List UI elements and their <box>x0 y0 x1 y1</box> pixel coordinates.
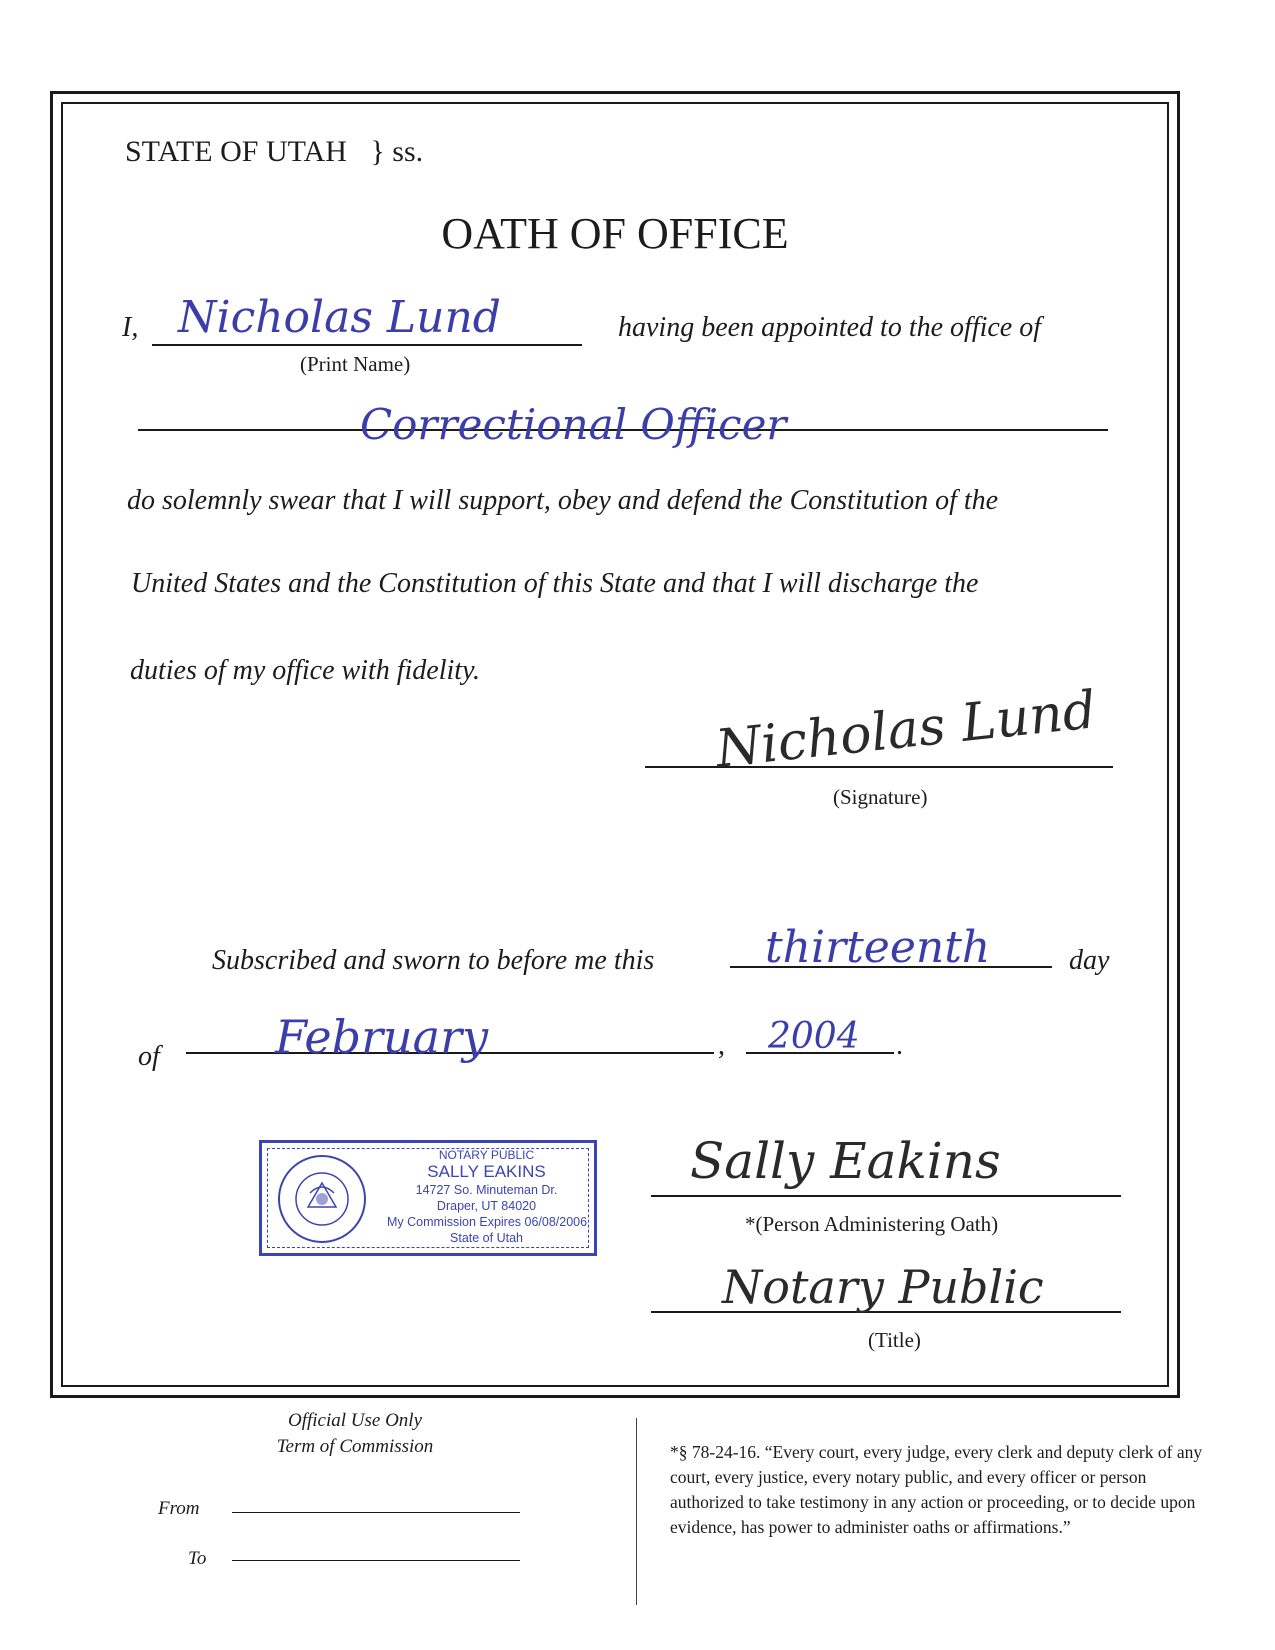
from-label: From <box>158 1498 200 1519</box>
state-heading <box>125 135 423 169</box>
footer-divider <box>636 1418 637 1605</box>
comma: , <box>718 1030 725 1061</box>
print-name-label: (Print Name) <box>300 352 411 376</box>
signature-line <box>645 766 1113 768</box>
stamp-line-2: SALLY EAKINS <box>427 1162 546 1181</box>
office-value: Correctional Officer <box>360 400 787 449</box>
year-value: 2004 <box>768 1016 860 1057</box>
signature-label: (Signature) <box>833 785 928 809</box>
administrator-label: *(Person Administering Oath) <box>745 1212 999 1236</box>
print-name-value: Nicholas Lund <box>178 292 501 343</box>
from-line <box>232 1512 520 1513</box>
stamp-line-1: NOTARY PUBLIC <box>438 1148 535 1162</box>
day-value: thirteenth <box>765 922 991 973</box>
term-of-commission-label: Term of Commission <box>276 1436 434 1457</box>
oath-line-3: duties of my office with fidelity. <box>130 655 480 686</box>
sworn-text: Subscribed and sworn to before me this <box>212 945 655 976</box>
title-label: (Title) <box>868 1328 921 1352</box>
of-word: of <box>138 1041 160 1072</box>
appointed-text: having been appointed to the office of <box>618 312 1042 343</box>
day-word: day <box>1069 945 1110 976</box>
period: . <box>896 1030 903 1061</box>
official-use-label: Official Use Only <box>287 1410 423 1431</box>
print-name-line <box>152 344 582 346</box>
stamp-line-5: My Commission Expires 06/08/2006 <box>387 1215 588 1229</box>
pronoun: I, <box>122 312 139 343</box>
stamp-line-3: 14727 So. Minuteman Dr. <box>415 1183 558 1197</box>
stamp-line-4: Draper, UT 84020 <box>436 1199 537 1213</box>
stamp-line-6: State of Utah <box>450 1231 523 1245</box>
ss-marker: } ss. <box>370 135 424 168</box>
to-label: To <box>188 1548 207 1569</box>
administrator-signature: Sally Eakins <box>690 1132 1001 1190</box>
to-line <box>232 1560 520 1561</box>
state-name: STATE OF UTAH <box>125 135 347 168</box>
oath-line-1: do solemnly swear that I will support, obey and defend the Constitution of the <box>127 485 999 516</box>
statute-text: *§ 78-24-16. “Every court, every judge, every clerk and deputy clerk of any court, every justice, every notary public, and every officer or person authorized to take testimony in any action or proceeding, or to decide upon evidence, has power to administer oaths or affirmations.” <box>670 1442 1203 1537</box>
page-title: OATH OF OFFICE <box>441 209 789 258</box>
oath-line-2: United States and the Constitution of this State and that I will discharge the <box>131 568 979 599</box>
title-value: Notary Public <box>722 1260 1044 1314</box>
signature-value: Nicholas Lund <box>712 680 1099 780</box>
administrator-signature-line <box>651 1195 1121 1197</box>
notary-stamp <box>259 1140 597 1256</box>
state-seal-icon <box>274 1153 370 1245</box>
month-value: February <box>275 1010 489 1064</box>
